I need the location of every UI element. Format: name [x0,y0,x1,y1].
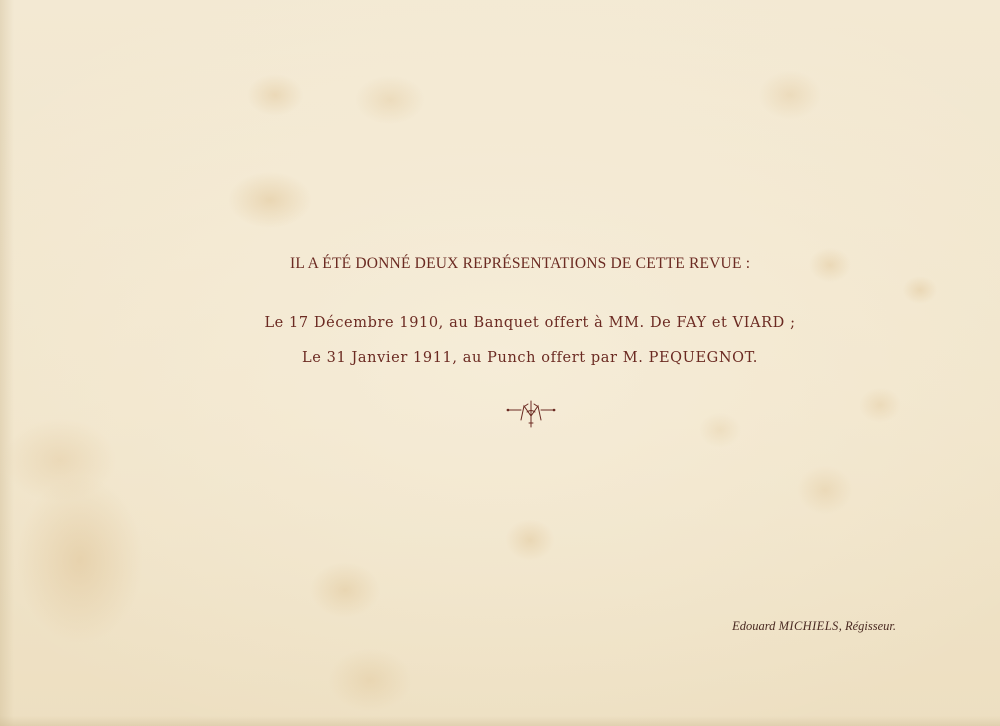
page-heading: IL A ÉTÉ DONNÉ DEUX REPRÉSENTATIONS DE CETTE REVUE : [290,255,751,272]
paper-bottom-edge [0,716,1000,726]
performance-line-2: Le 31 Janvier 1911, au Punch offert par M. PEQUEGNOT. [302,350,758,366]
performance-line-1: Le 17 Décembre 1910, au Banquet offert à MM. De FAY et VIARD ; [264,315,796,331]
signature-last-name: MICHIELS [778,619,839,633]
paper-left-edge [0,0,14,726]
signature-title: , Régisseur. [838,619,896,633]
monogram-ornament-icon [505,398,557,428]
signature-first-name: Edouard [732,619,776,633]
signature [732,619,896,634]
